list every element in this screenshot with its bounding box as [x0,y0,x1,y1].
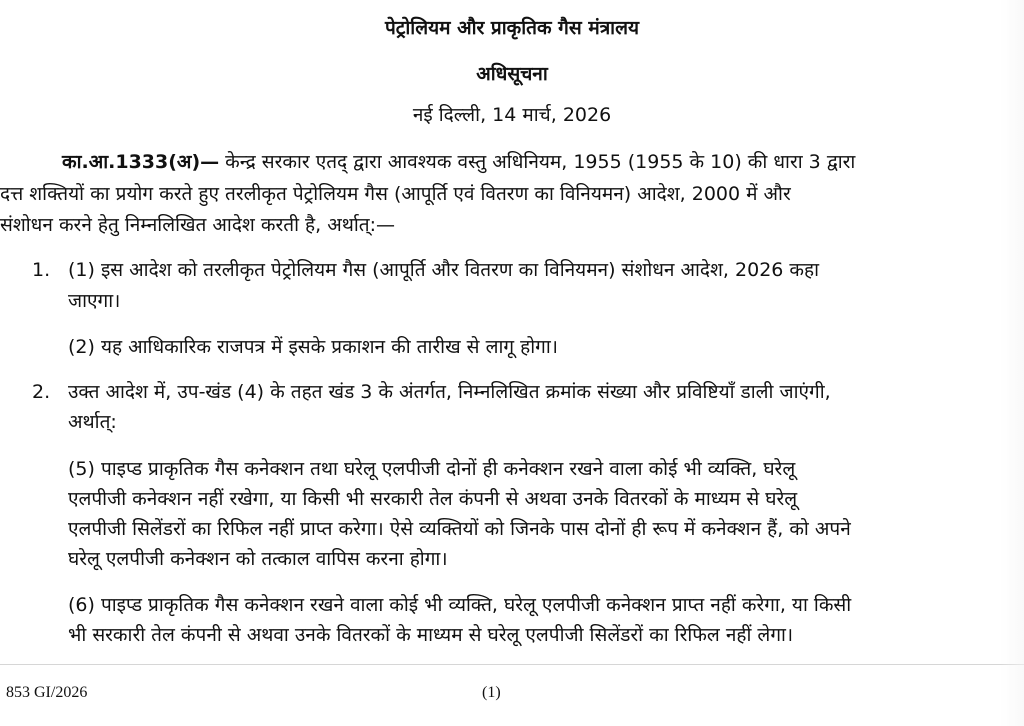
item2-line-1: उक्त आदेश में, उप-खंड (4) के तहत खंड 3 के अंतर्गत, निम्नलिखित क्रमांक संख्या और प्रविष्टियाँ डाली जाएंगी, [68,381,831,403]
ministry-heading: पेट्रोलियम और प्राकृतिक गैस मंत्रालय [384,17,640,39]
item1-sub-2: (2) यह आधिकारिक राजपत्र में इसके प्रकाशन की तारीख से लागू होगा। [68,336,558,358]
clause5-line-4: घरेलू एलपीजी कनेक्शन को तत्काल वापिस करना होगा। [68,548,448,570]
notification-heading: अधिसूचना [476,63,548,85]
item2-line-2: अर्थात्: [68,411,117,433]
clause5-line-2: एलपीजी कनेक्शन नहीं रखेगा, या किसी भी सरकारी तेल कंपनी से अथवा उनके वितरकों के माध्यम से घरेलू [68,488,798,510]
item1-line-1: (1) इस आदेश को तरलीकृत पेट्रोलियम गैस (आपूर्ति और वितरण का विनियमन) संशोधन आदेश, 2026 कहा [68,259,820,281]
clause5-line-3: एलपीजी सिलेंडरों का रिफिल नहीं प्राप्त करेगा। ऐसे व्यक्तियों को जिनके पास दोनों ही रूप में कनेक्शन हैं, को अपने [68,518,851,540]
clause6-line-2: भी सरकारी तेल कंपनी से अथवा उनके वितरकों के माध्यम से घरेलू एलपीजी सिलेंडरों का रिफिल नहीं लेगा। [68,624,794,646]
place-date: नई दिल्ली, 14 मार्च, 2026 [412,104,612,126]
item1-line-2: जाएगा। [68,290,121,312]
preamble-text-1: केन्द्र सरकार एतद् द्वारा आवश्यक वस्तु अधिनियम, 1955 (1955 के 10) की धारा 3 द्वारा [219,151,856,173]
clause5-line-1: (5) पाइप्ड प्राकृतिक गैस कनेक्शन तथा घरेलू एलपीजी दोनों ही कनेक्शन रखने वाला कोई भी व्यक्ति, घरेलू [68,458,796,480]
order-number: का.आ.1333(अ)— [62,151,220,173]
item-number-2: 2. [32,381,51,403]
preamble-line-2: दत्त शक्तियों का प्रयोग करते हुए तरलीकृत पेट्रोलियम गैस (आपूर्ति एवं वितरण का विनियमन) आदेश, 2000 में और [0,183,791,205]
item-number-1: 1. [32,259,51,281]
preamble-line-3: संशोधन करने हेतु निम्नलिखित आदेश करती है, अर्थात्:— [0,214,396,236]
footer-code: 853 GI/2026 [6,684,88,701]
footer-divider [0,664,1024,665]
page-number: (1) [482,684,501,701]
preamble-line-1 [62,150,855,174]
clause6-line-1: (6) पाइप्ड प्राकृतिक गैस कनेक्शन रखने वाला कोई भी व्यक्ति, घरेलू एलपीजी कनेक्शन प्राप्त नहीं करेगा, या किसी [68,594,852,616]
